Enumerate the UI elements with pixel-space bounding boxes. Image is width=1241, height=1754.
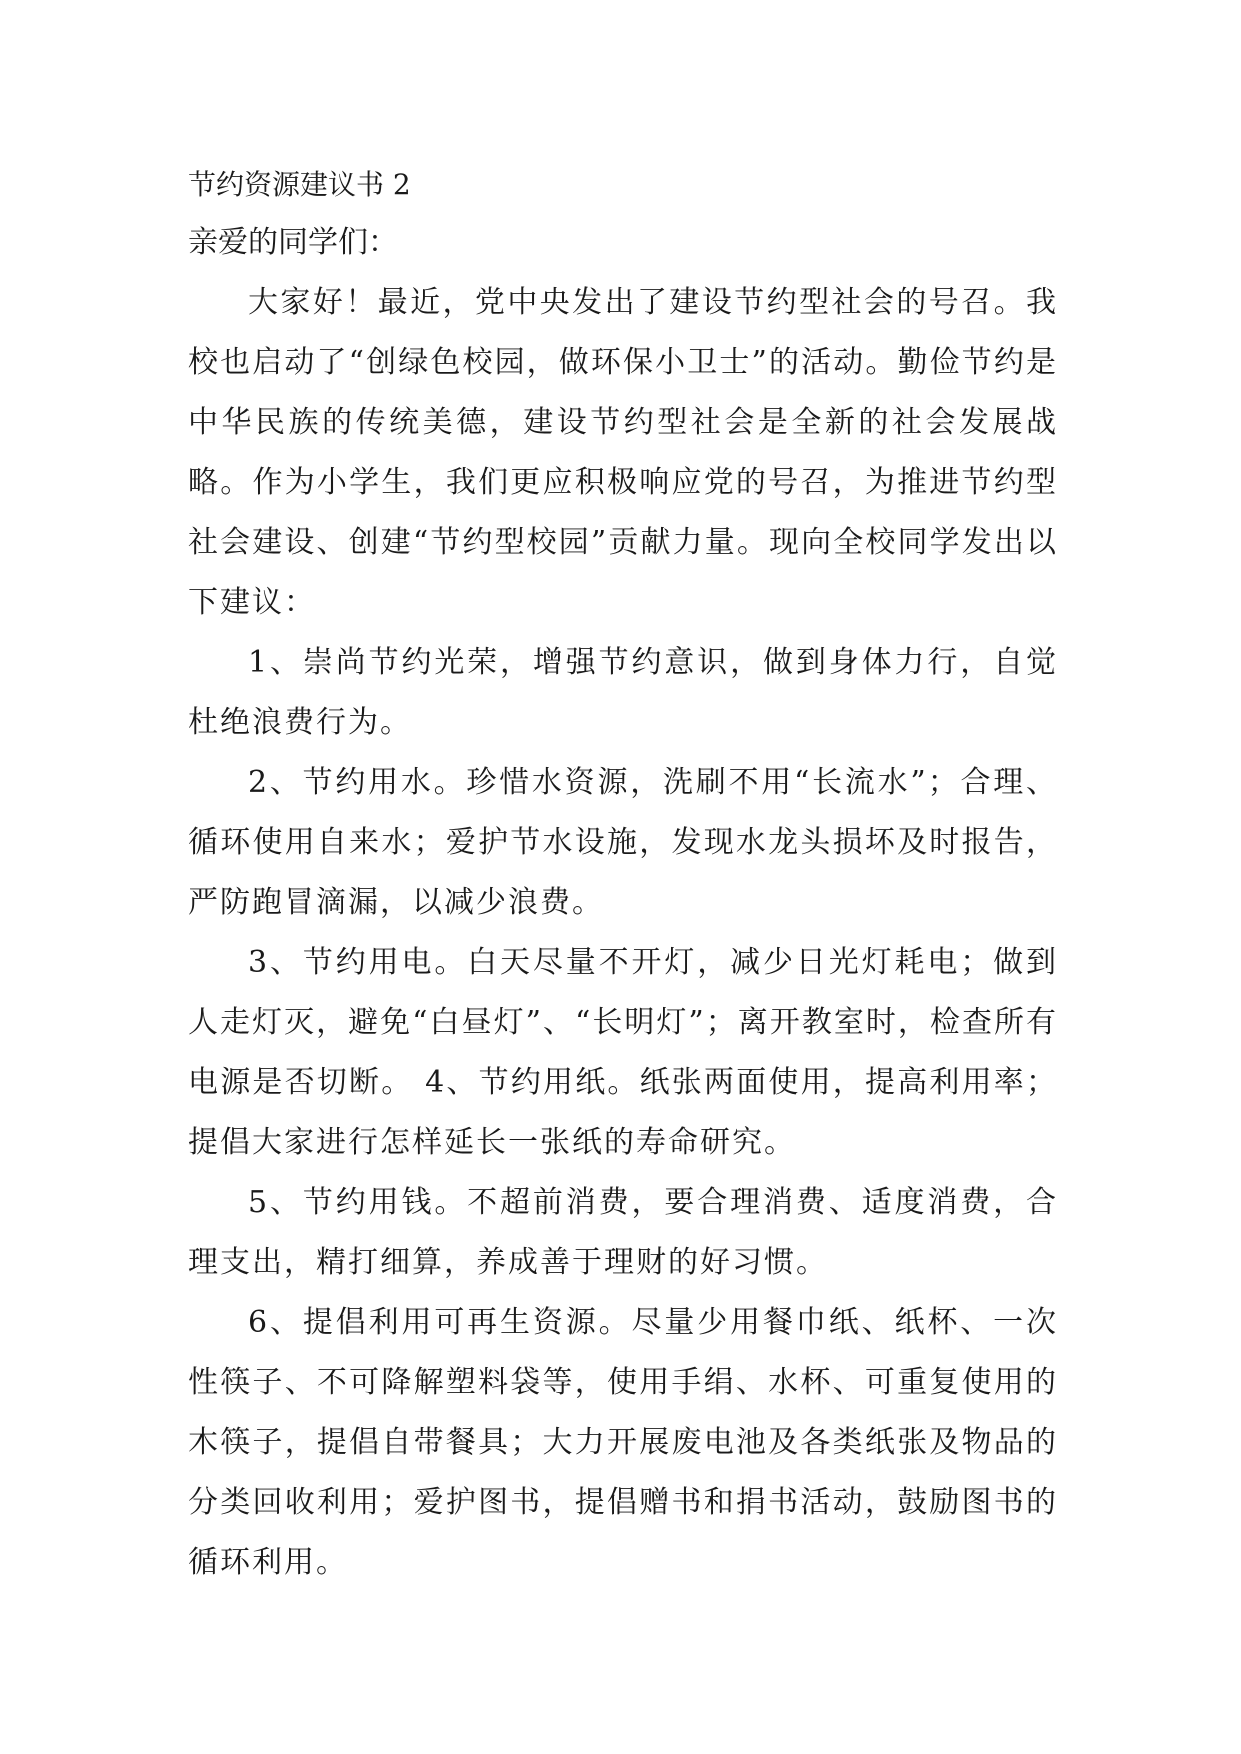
paragraph-item-3-4: 3、节约用电。白天尽量不开灯，减少日光灯耗电；做到人走灯灭，避免“白昼灯”、“长明灯”；离开教室时，检查所有电源是否切断。 4、节约用纸。纸张两面使用，提高利用率；提倡大家进行怎样延长一张纸的寿命研究。 (188, 945, 1058, 1160)
paragraph-item-5: 5、节约用钱。不超前消费，要合理消费、适度消费，合理支出，精打细算，养成善于理财的好习惯。 (188, 1185, 1058, 1280)
paragraph-intro: 大家好！最近，党中央发出了建设节约型社会的号召。我校也启动了“创绿色校园，做环保小卫士”的活动。勤俭节约是中华民族的传统美德，建设节约型社会是全新的社会发展战略。作为小学生，我们更应积极响应党的号召，为推进节约型社会建设、创建“节约型校园”贡献力量。现向全校同学发出以下建议： (188, 285, 1058, 620)
paragraph-item-1: 1、崇尚节约光荣，增强节约意识，做到身体力行，自觉杜绝浪费行为。 (188, 645, 1058, 740)
document-title: 节约资源建议书 2 (188, 168, 411, 201)
paragraph-item-2: 2、节约用水。珍惜水资源，洗刷不用“长流水”；合理、循环使用自来水；爱护节水设施，发现水龙头损坏及时报告，严防跑冒滴漏，以减少浪费。 (188, 765, 1058, 920)
document-body (188, 157, 1058, 1593)
salutation: 亲爱的同学们： (188, 225, 398, 260)
paragraph-item-6: 6、提倡利用可再生资源。尽量少用餐巾纸、纸杯、一次性筷子、不可降解塑料袋等，使用手绢、水杯、可重复使用的木筷子，提倡自带餐具；大力开展废电池及各类纸张及物品的分类回收利用；爱护图书，提倡赠书和捐书活动，鼓励图书的循环利用。 (188, 1305, 1058, 1580)
